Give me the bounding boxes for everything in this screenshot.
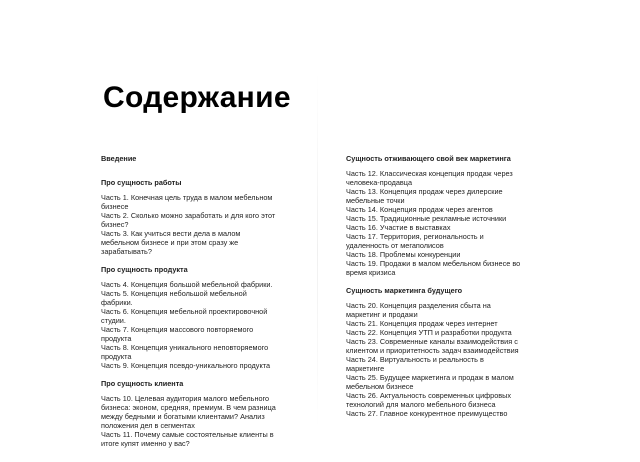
toc-item: Часть 4. Концепция большой мебельной фабрики. <box>101 280 273 289</box>
toc-item: Часть 7. Концепция массового повторяемого продукта <box>101 325 254 343</box>
toc-item: Часть 3. Как учиться вести дела в малом мебельном бизнесе и при этом сразу же зарабатывать? <box>101 229 241 256</box>
toc-item: Часть 12. Классическая концепция продаж через человека-продавца <box>346 169 513 187</box>
toc-section-heading: Сущность отживающего свой век маркетинга <box>346 154 511 163</box>
toc-item: Часть 23. Современные каналы взаимодействия с клиентом и приоритетность задач взаимодействия <box>346 337 519 355</box>
toc-item: Часть 22. Концепция УТП и разработки продукта <box>346 328 512 337</box>
toc-item: Часть 2. Сколько можно заработать и для кого этот бизнес? <box>101 211 276 229</box>
toc-item: Часть 13. Концепция продаж через дилерские мебельные точки <box>346 187 503 205</box>
toc-item: Часть 26. Актуальность современных цифровых технологий для малого мебельного бизнеса <box>346 391 512 409</box>
toc-item: Часть 24. Виртуальность и реальность в маркетинге <box>346 355 484 373</box>
toc-left-column <box>101 154 279 448</box>
toc-right-column <box>346 154 524 418</box>
toc-item: Часть 9. Концепция псевдо-уникального продукта <box>101 361 271 370</box>
toc-item: Часть 6. Концепция мебельной проектировочной студии. <box>101 307 268 325</box>
toc-item: Часть 16. Участие в выставках <box>346 223 451 232</box>
page-title: Содержание <box>103 81 291 114</box>
toc-item: Часть 21. Концепция продаж через интернет <box>346 319 498 328</box>
toc-item: Часть 14. Концепция продаж через агентов <box>346 205 493 214</box>
right-page <box>318 0 640 462</box>
toc-item: Часть 20. Концепция разделения сбыта на маркетинг и продажи <box>346 301 491 319</box>
toc-section-heading: Про сущность клиента <box>101 379 184 388</box>
toc-item: Часть 10. Целевая аудитория малого мебельного бизнеса: эконом, средняя, премиум. В чем разница между бедными и богатыми клиентами? Анализ положения дел в сегментах <box>101 394 276 430</box>
toc-item: Часть 1. Конечная цель труда в малом мебельном бизнесе <box>101 193 273 211</box>
toc-item: Часть 11. Почему самые состоятельные клиенты в итоге купят именно у вас? <box>101 430 274 448</box>
toc-item: Часть 25. Будущее маркетинга и продаж в малом мебельном бизнесе <box>346 373 514 391</box>
toc-section-heading: Про сущность продукта <box>101 265 188 274</box>
toc-item: Часть 5. Концепция небольшой мебельной фабрики. <box>101 289 247 307</box>
toc-intro: Введение <box>101 154 137 163</box>
toc-item: Часть 8. Концепция уникального неповторяемого продукта <box>101 343 269 361</box>
toc-section-heading: Сущность маркетинга будущего <box>346 286 463 295</box>
toc-item: Часть 27. Главное конкурентное преимущество <box>346 409 508 418</box>
toc-section-heading: Про сущность работы <box>101 178 182 187</box>
toc-item: Часть 15. Традиционные рекламные источники <box>346 214 507 223</box>
toc-item: Часть 19. Продажи в малом мебельном бизнесе во время кризиса <box>346 259 521 277</box>
left-page <box>0 0 318 462</box>
toc-item: Часть 17. Территория, региональность и удаленность от мегаполисов <box>346 232 484 250</box>
toc-item: Часть 18. Проблемы конкуренции <box>346 250 461 259</box>
